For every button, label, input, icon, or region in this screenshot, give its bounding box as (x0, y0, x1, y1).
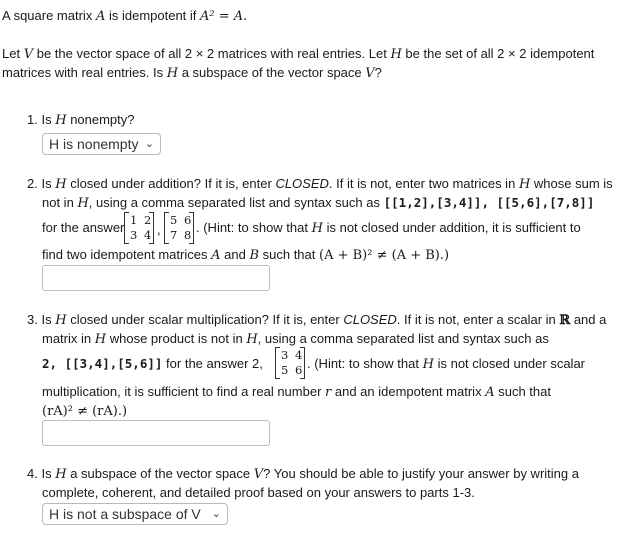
question-2-answer-input[interactable] (42, 265, 270, 291)
question-3-line4: multiplication, it is sufficient to find a real number r and an idempotent matrix A such that (42, 384, 551, 400)
question-2-line4: find two idempotent matrices A and B such that (A + B)² ≠ (A + B).) (42, 247, 450, 263)
question-2-line3-label: for the answer (42, 220, 125, 235)
question-2-line3-hint: . (Hint: to show that H is not closed under addition, it is sufficient to (196, 220, 581, 236)
chevron-down-icon: ⌄ (211, 508, 221, 520)
definition-text: A square matrix A is idempotent if A² = A. (2, 8, 248, 24)
question-3-answer-input[interactable] (42, 420, 270, 446)
example-matrix-2: 5 6 7 8 (164, 212, 194, 242)
chevron-down-icon: ⌄ (144, 138, 154, 150)
question-1-text: 1. Is H nonempty? (27, 112, 135, 128)
question-4-line2: complete, coherent, and detailed proof based on your answers to parts 1-3. (42, 485, 475, 500)
question-2-line2: not in H, using a comma separated list and syntax such as [[1,2],[3,4]], [[5,6],[7,8]] (42, 195, 595, 211)
question-4-line1: 4. Is H a subspace of the vector space V? You should be able to justify your answer by writing a (27, 466, 579, 482)
example-matrix-1: 1 2 3 4 (124, 212, 154, 242)
question-4-dropdown[interactable]: H is not a subspace of V ⌄ (42, 503, 228, 525)
question-3-line1: 3. Is H closed under scalar multiplication? If it is, enter CLOSED. If it is not, enter a scalar in ℝ and a (27, 312, 607, 328)
matrix-comma: , (157, 222, 161, 237)
question-3-line2: matrix in H whose product is not in H, using a comma separated list and syntax such as (42, 331, 549, 347)
setup-text-line2: matrices with real entries. Is H a subspace of the vector space V? (2, 65, 382, 81)
question-1-dropdown[interactable]: H is nonempty ⌄ (42, 133, 161, 155)
question-3-line3-hint: . (Hint: to show that H is not closed under scalar (307, 356, 586, 372)
question-3-line5: (rA)² ≠ (rA).) (42, 404, 128, 419)
question-2-line1: 2. Is H closed under addition? If it is, enter CLOSED. If it is not, enter two matrices in H whose sum is (27, 176, 613, 192)
setup-text-line1: Let V be the vector space of all 2 × 2 matrices with real entries. Let H be the set of all 2 × 2 idempotent (2, 46, 595, 62)
example-matrix-3: 3 4 5 6 (275, 347, 305, 377)
question-3-line3: 2, [[3,4],[5,6]] for the answer 2, (42, 356, 263, 371)
